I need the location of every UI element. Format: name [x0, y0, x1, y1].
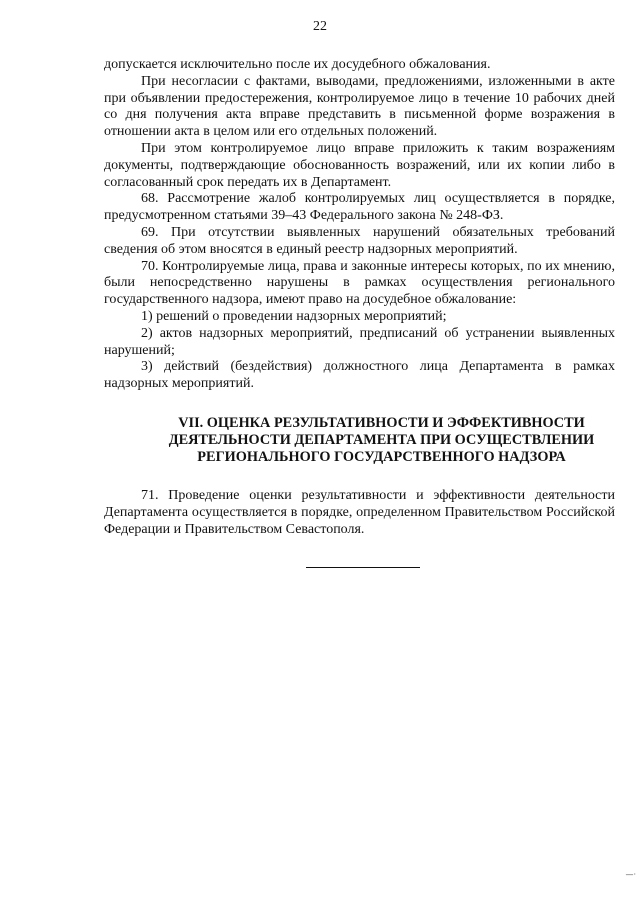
paragraph-68: 68. Рассмотрение жалоб контролируемых лиц осуществляется в порядке, предусмотренном статьями 39–43 Федерального закона № 248-ФЗ.: [104, 191, 615, 224]
paragraph-70: 70. Контролируемые лица, права и законные интересы которых, по их мнению, были непосредственно нарушены в рамках осуществления регионального государственного надзора, имеют право на досудебное обжалование:: [104, 258, 615, 308]
page-number: 22: [313, 19, 327, 34]
paragraph-69: 69. При отсутствии выявленных нарушений обязательных требований сведения об этом вносятся в единый реестр надзорных мероприятий.: [104, 224, 615, 257]
list-item-2: 2) актов надзорных мероприятий, предписаний об устранении выявленных нарушений;: [104, 325, 615, 358]
section-heading-line-3: РЕГИОНАЛЬНОГО ГОСУДАРСТВЕННОГО НАДЗОРА: [197, 448, 566, 465]
section-heading: [148, 415, 615, 466]
paragraph-attachments: При этом контролируемое лицо вправе приложить к таким возражениям документы, подтверждающие обоснованность возражений, или их копии либо в согласованный срок передать их в Департамент.: [104, 140, 615, 190]
paragraph-objection: При несогласии с фактами, выводами, предложениями, изложенными в акте при объявлении предостережения, контролируемое лицо в течение 10 рабочих дней со дня получения акта вправе представить в письменной форме возражения в отношении акта в целом или его отдельных положений.: [104, 73, 615, 140]
end-divider: [306, 567, 420, 568]
section-heading-line-1: VII. ОЦЕНКА РЕЗУЛЬТАТИВНОСТИ И ЭФФЕКТИВНОСТИ: [178, 414, 585, 431]
corner-mark: —·: [625, 870, 636, 879]
paragraph-71: 71. Проведение оценки результативности и эффективности деятельности Департамента осуществляется в порядке, определенном Правительством Российской Федерации и Правительством Севастополя.: [104, 487, 615, 537]
list-item-1: 1) решений о проведении надзорных мероприятий;: [141, 308, 447, 324]
section-heading-line-2: ДЕЯТЕЛЬНОСТИ ДЕПАРТАМЕНТА ПРИ ОСУЩЕСТВЛЕНИИ: [168, 431, 595, 448]
paragraph-continuation: допускается исключительно после их досудебного обжалования.: [104, 57, 491, 72]
document-body: [104, 57, 615, 568]
list-item-3: 3) действий (бездействия) должностного лица Департамента в рамках надзорных мероприятий.: [104, 359, 615, 392]
